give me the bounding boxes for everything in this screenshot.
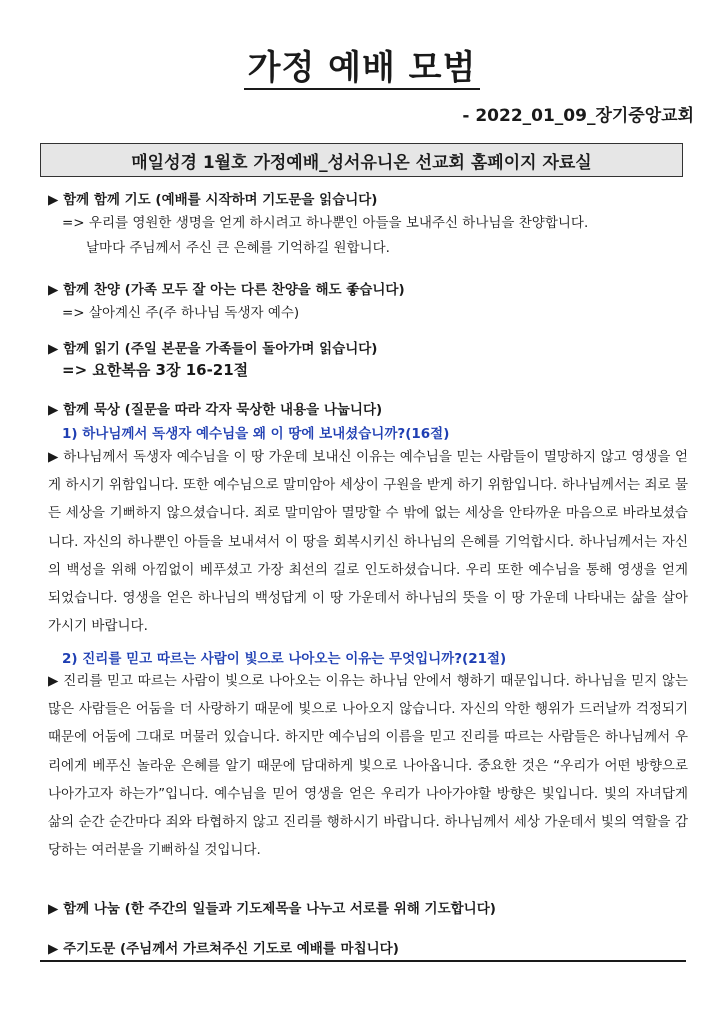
- praise-heading: ▶ 함께 찬양 (가족 모두 잘 아는 다른 찬양을 해도 좋습니다): [48, 282, 405, 298]
- answer-2: ▶ 진리를 믿고 따르는 사람이 빛으로 나아오는 이유는 하나님 안에서 행하기 때문입니다. 하나님을 믿지 않는 많은 사람들은 어둠을 더 사랑하기 때문에 빛으로 나아오지 않습니다. 자신의 악한 행위가 드러날까 걱정되기 때문에 어둠에 그대로 머물러 있습니다. 하지만 예수님의 이름을 믿고 진리를 따르는 사람들은 하나님께서 우리에게 베푸신 놀라운 은혜를 알기 때문에 담대하게 빛으로 나아옵니다. 중요한 것은 “우리가 어떤 방향으로 나아가고자 하는가”입니다. 예수님을 믿어 영생을 얻은 우리가 나아가야할 방향은 빛입니다. 빛의 자녀답게 삶의 순간 순간마다 죄와 타협하지 않고 진리를 행하시기 바랍니다. 하나님께서 세상 가운데서 빛의 역할을 감당하는 여러분을 기뻐하실 것입니다.: [48, 673, 688, 859]
- lords-prayer-heading: ▶ 주기도문 (주님께서 가르쳐주신 기도로 예배를 마칩니다): [48, 941, 399, 957]
- sharing-heading: ▶ 함께 나눔 (한 주간의 일들과 기도제목을 나누고 서로를 위해 기도합니다): [48, 901, 496, 917]
- bottom-divider: [40, 960, 686, 962]
- question-1: 1) 하나님께서 독생자 예수님을 왜 이 땅에 보내셨습니까?(16절): [62, 426, 450, 442]
- praise-song: => 살아계신 주(주 하나님 독생자 예수): [62, 305, 300, 321]
- reading-heading: ▶ 함께 읽기 (주일 본문을 가족들이 돌아가며 읽습니다): [48, 341, 378, 357]
- source-banner: 매일성경 1월호 가정예배_성서유니온 선교회 홈페이지 자료실: [40, 143, 683, 177]
- page-title: 가정 예배 모범: [0, 40, 724, 89]
- prayer-line-2: 날마다 주님께서 주신 큰 은혜를 기억하길 원합니다.: [86, 240, 390, 256]
- question-2: 2) 진리를 믿고 따르는 사람이 빛으로 나아오는 이유는 무엇입니까?(21절): [62, 651, 507, 667]
- meditation-heading: ▶ 함께 묵상 (질문을 따라 각자 묵상한 내용을 나눕니다): [48, 402, 383, 418]
- prayer-line-1: => 우리를 영원한 생명을 얻게 하시려고 하나뿐인 아들을 보내주신 하나님을 찬양합니다.: [62, 215, 589, 231]
- reading-passage: => 요한복음 3장 16-21절: [62, 361, 249, 379]
- date-church-line: - 2022_01_09_장기중앙교회: [462, 106, 694, 126]
- prayer-heading: ▶ 함께 함께 기도 (예배를 시작하며 기도문을 읽습니다): [48, 192, 378, 208]
- answer-1: ▶ 하나님께서 독생자 예수님을 이 땅 가운데 보내신 이유는 예수님을 믿는 사람들이 멸망하지 않고 영생을 얻게 하시기 위함입니다. 또한 예수님으로 말미암아 세상이 구원을 받게 하기 위함입니다. 하나님께서는 죄로 물든 세상을 기뻐하지 않으셨습니다. 죄로 말미암아 멸망할 수 밖에 없는 세상을 안타까운 마음으로 바라보셨습니다. 자신의 하나뿐인 아들을 보내셔서 이 땅을 회복시키신 하나님의 은혜를 기억합시다. 하나님께서는 자신의 백성을 위해 아낌없이 베푸셨고 가장 최선의 길로 인도하셨습니다. 우리 또한 예수님을 통해 영생을 얻게 되었습니다. 영생을 얻은 하나님의 백성답게 이 땅 가운데서 하나님의 뜻을 이 땅 가운데 나타내는 삶을 살아가시기 바랍니다.: [48, 449, 688, 635]
